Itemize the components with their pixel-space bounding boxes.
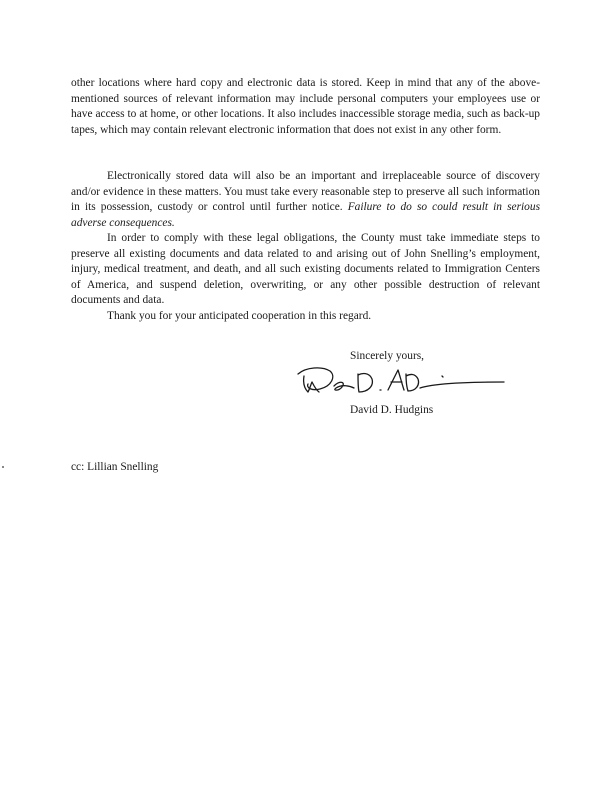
paragraph-data-sources: other locations where hard copy and electronic data is stored. Keep in mind that any of the above-mentioned sources of relevant information may include personal computers your employees use or have access to at home, or other locations. It also includes inaccessible storage media, such as back-up tapes, which may contain relevant electronic information that does not exist in any other form. (71, 77, 540, 136)
warning-consequences: Failure to do so could result in serious adverse consequences. (71, 201, 540, 229)
signature-stroke (442, 376, 443, 377)
signature-stroke (334, 382, 354, 390)
paragraph-electronic-data (71, 169, 540, 231)
signature-strokes (298, 368, 504, 392)
cc-line: cc: Lillian Snelling (71, 461, 159, 473)
signature-stroke (358, 374, 372, 392)
signer-name: David D. Hudgins (350, 404, 434, 416)
handwritten-signature (292, 362, 512, 402)
signature-stroke (388, 370, 404, 390)
paragraph-thanks: Thank you for your anticipated cooperation in this regard. (107, 310, 372, 322)
paragraph-preservation-steps: In order to comply with these legal obligations, the County must take immediate steps to preserve all existing documents and data related to and arising out of John Snelling’s employment, injury, medical treatment, and death, and all such existing documents related to Immigration Centers of America, and suspend deletion, overwriting, or any other possible destruction of relevant documents and data. (71, 232, 540, 307)
signature-stroke (420, 382, 504, 388)
closing-salutation: Sincerely yours, (350, 350, 425, 362)
margin-mark (2, 466, 4, 468)
signature-stroke (406, 374, 419, 391)
paragraph-electronic-data-text: Electronically stored data will also be an important and irreplaceable source of discovery and/or evidence in these matters. You must take every reasonable step to preserve all such information in its possession, custody or control until further notice. (71, 170, 540, 214)
